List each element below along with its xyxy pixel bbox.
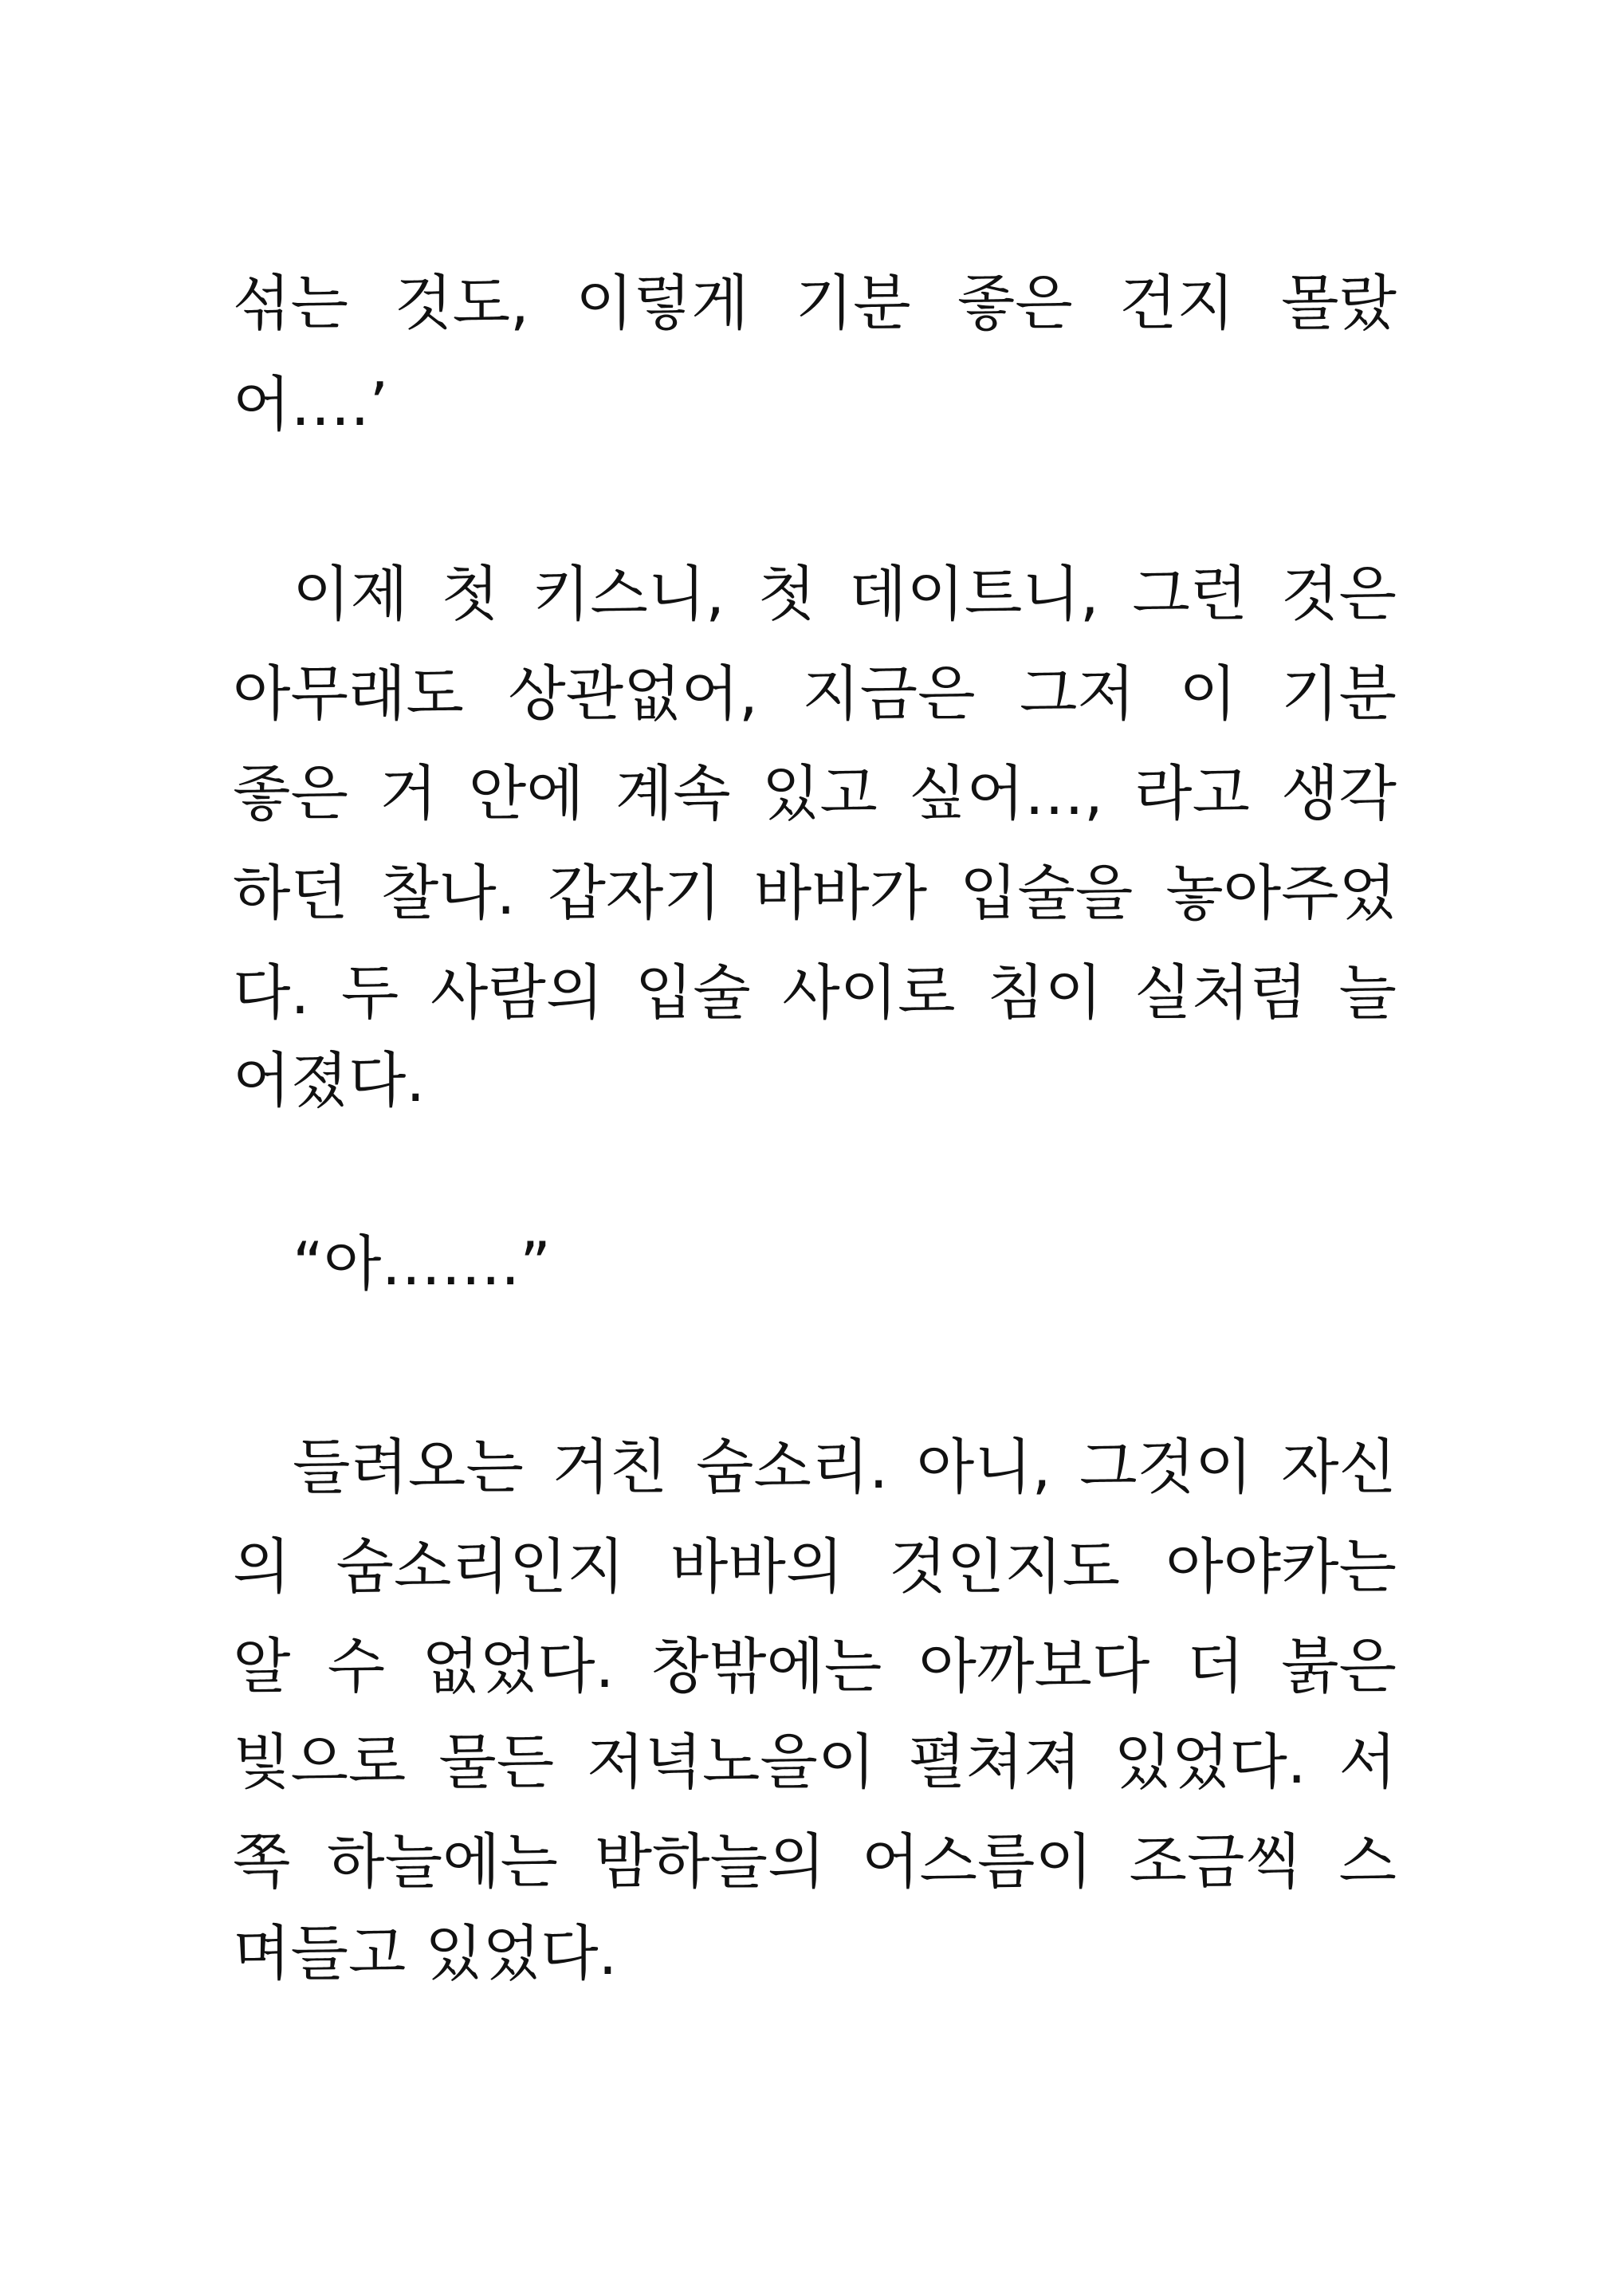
text-line: 며들고 있었다. [233,1918,618,1988]
text-line: 아무래도 상관없어, 지금은 그저 이 기분 [233,659,1397,729]
text-line: 좋은 거 안에 계속 있고 싶어…, 라고 생각 [233,758,1397,828]
text-line: 어졌다. [233,1045,426,1115]
text-line: 들려오는 거친 숨소리. 아니, 그것이 자신 [293,1432,1397,1502]
text-line: 하던 찰나. 갑자기 바바가 입술을 놓아주었 [233,858,1397,928]
text-line: 어….’ [233,369,389,439]
text-line: 빛으로 물든 저녁노을이 펼쳐져 있었다. 서 [233,1727,1397,1797]
text-line: 이제 첫 키스니, 첫 데이트니, 그런 것은 [293,559,1397,629]
text-line: 섞는 것도, 이렇게 기분 좋은 건지 몰랐 [233,268,1397,338]
text-line: 쪽 하늘에는 밤하늘의 어스름이 조금씩 스 [233,1826,1397,1897]
text-line: 다. 두 사람의 입술 사이로 침이 실처럼 늘 [233,957,1397,1028]
text-line: 의 숨소리인지 바바의 것인지도 아야카는 [233,1531,1397,1602]
dialogue-line: “아…….” [293,1229,552,1299]
text-line: 알 수 없었다. 창밖에는 아까보다 더 붉은 [233,1631,1397,1701]
